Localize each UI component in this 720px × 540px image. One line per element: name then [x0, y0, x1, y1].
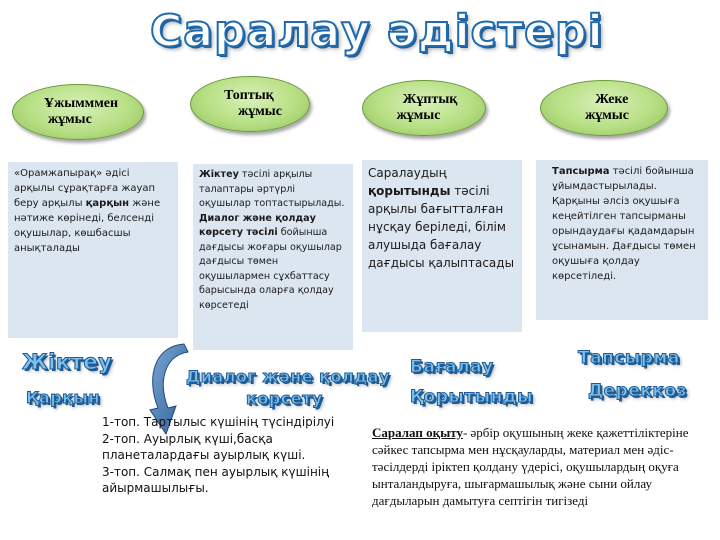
wordart-karkyn: Қарқын [26, 388, 101, 407]
panel-individual-description [536, 160, 708, 320]
oval-pair-work [362, 80, 486, 136]
panel-bold: Жіктеу [199, 169, 239, 180]
panel-text: тәсілі бойынша ұйымдастырылады. Қарқыны әлсіз оқушыға кеңейтілген тапсырманы орындаудағы қадамдарын ұсынамын. Дағдысы төмен оқушыға қолдау көрсетіледі. [552, 166, 696, 282]
oval-label-line1: Топтық [224, 88, 274, 103]
wordart-zhikteu: Жіктеу [22, 350, 113, 374]
panel-text: «Орамжапырақ» әдісі арқылы сұрақтарға жауап беру арқылы [14, 168, 156, 209]
oval-label-line2: жұмыс [585, 108, 629, 123]
conclusion-text [372, 424, 712, 509]
panel-bold: қорытынды [368, 184, 451, 198]
oval-label-line1: Ұжымммен [43, 96, 119, 111]
wordart-derekkoz: Дереккөз [588, 381, 688, 401]
panel-pair-description [362, 160, 522, 332]
page-title: Саралау әдістері [150, 6, 604, 57]
panel-text: тәсілі арқылы бағытталған нұсқау беріледі, білім алушыда бағалау дағдысы қалыптасады [368, 184, 515, 270]
panel-bold: Тапсырма [552, 166, 610, 177]
group-task-item: 3-топ. Салмақ пен ауырлық күшінің айырмашылығы. [102, 464, 330, 495]
panel-group-description [193, 164, 353, 350]
conclusion-body: - әрбір оқушының жеке қажеттіліктеріне сәйкес тапсырма мен нұсқауларды, материал мен әдіс-тәсілдерді іріктеп қолдану үдерісі, оқушылардың оқуға ынталандыруға, шығармашылық және сыни ойлау дағдыларын дамытуға септігін тигізеді [372, 425, 689, 508]
oval-label-line1: Жеке [595, 92, 629, 107]
wordart-tapsyrma: Тапсырма [578, 348, 680, 368]
panel-text: және нәтиже көрінеді, белсенді оқушылар, көшбасшы анықталады [14, 198, 161, 254]
panel-bold: қарқын [85, 198, 130, 209]
wordart-dialog-line2: көрсету [246, 389, 323, 408]
panel-collective-description [8, 162, 178, 338]
oval-label-line1: Жұптық [402, 92, 458, 107]
oval-individual-work [540, 80, 668, 136]
panel-text: Саралаудың [368, 166, 447, 180]
wordart-dialog-line1: Диалог және қолдау [186, 367, 390, 386]
oval-collective-work [12, 84, 144, 140]
oval-label-line2: жұмыс [396, 108, 441, 123]
group-task-item: 2-топ. Ауырлық күші,басқа планеталардағы ауырлық күші. [102, 431, 306, 462]
panel-bold: Диалог және қолдау көрсету тәсілі [199, 212, 316, 238]
oval-label-line2: жұмыс [47, 112, 92, 127]
wordart-korytyndy: Қорытынды [410, 387, 533, 407]
group-task-item: 1-топ. Тартылыс күшінің түсіндірілуі [102, 415, 335, 429]
panel-text: бойынша дағдысы жоғары оқушылар дағдысы төмен оқушылармен сұхбаттасу барысында оларға қолдау көрсетеді [199, 227, 342, 311]
oval-group-work [190, 76, 310, 132]
panel-text: тәсілі арқылы талаптары әртүрлі оқушылар топтастырылады. [199, 169, 345, 209]
oval-label-line2: жұмыс [238, 104, 282, 119]
group-task-list [102, 414, 358, 497]
conclusion-term: Саралап оқыту [372, 425, 463, 440]
wordart-bagalau: Бағалау [410, 357, 494, 377]
